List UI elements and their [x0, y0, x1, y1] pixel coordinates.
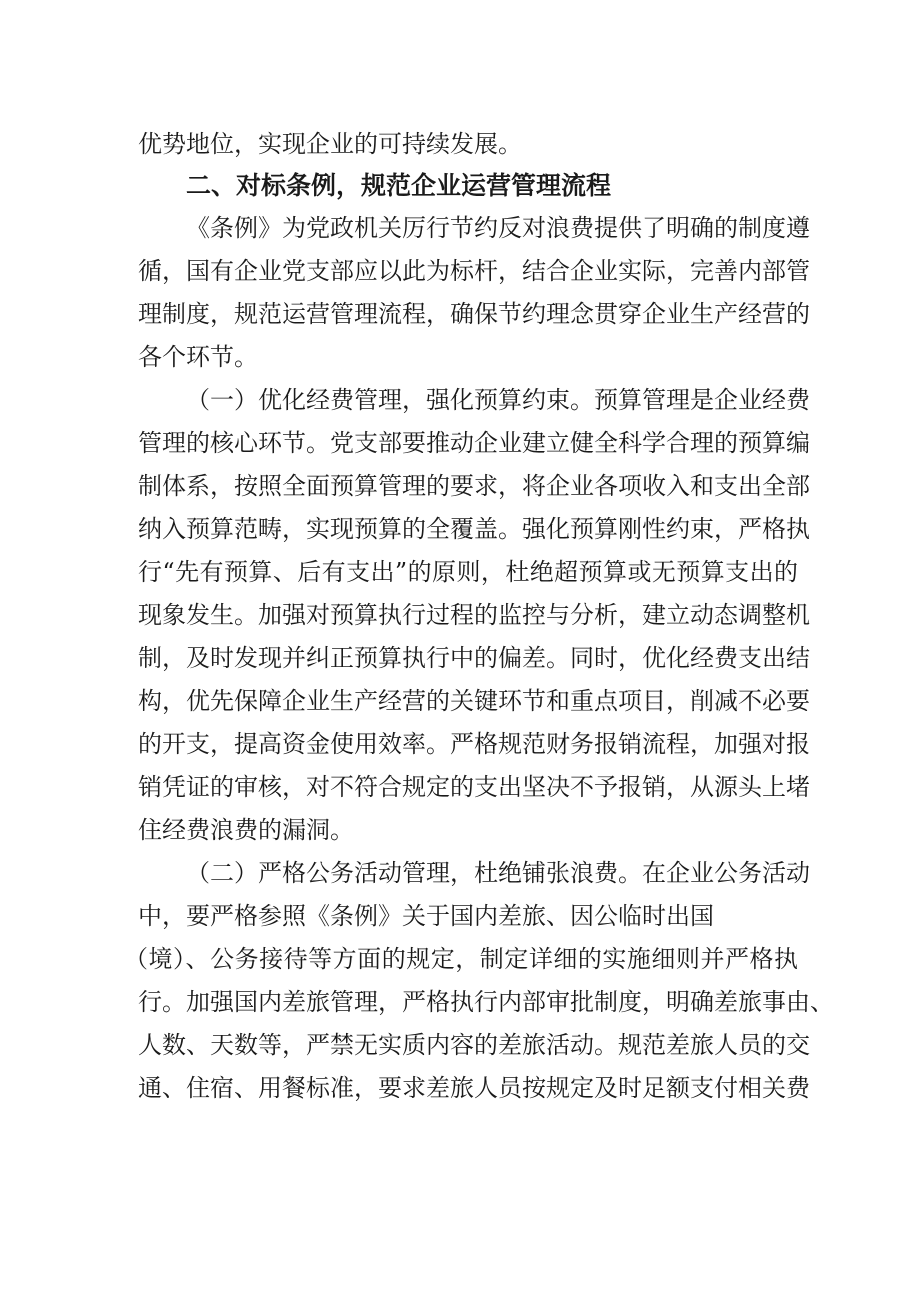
paragraph-line: （一）优化经费管理，强化预算约束。预算管理是企业经费: [186, 386, 810, 414]
paragraph-line: 人数、天数等，严禁无实质内容的差旅活动。规范差旅人员的交: [138, 1031, 810, 1059]
paragraph-line: 中，要严格参照《条例》关于国内差旅、因公临时出国: [138, 902, 714, 930]
section-heading: 二、对标条例，规范企业运营管理流程: [186, 171, 612, 200]
paragraph-line: 管理的核心环节。党支部要推动企业建立健全科学合理的预算编: [138, 429, 810, 457]
paragraph-line: 纳入预算范畴，实现预算的全覆盖。强化预算刚性约束，严格执: [138, 515, 810, 543]
paragraph-line: 循，国有企业党支部应以此为标杆，结合企业实际，完善内部管: [138, 257, 810, 285]
paragraph-line: 行“先有预算、后有支出”的原则，杜绝超预算或无预算支出的: [138, 558, 798, 586]
paragraph-line: 的开支，提高资金使用效率。严格规范财务报销流程，加强对报: [138, 730, 810, 758]
paragraph-line: 住经费浪费的漏洞。: [138, 816, 354, 844]
paragraph-line: 制体系，按照全面预算管理的要求，将企业各项收入和支出全部: [138, 472, 810, 500]
paragraph-line: 《条例》为党政机关厉行节约反对浪费提供了明确的制度遵: [186, 214, 810, 242]
paragraph-line: 行。加强国内差旅管理，严格执行内部审批制度，明确差旅事由、: [138, 988, 834, 1016]
paragraph-line: 构，优先保障企业生产经营的关键环节和重点项目，削减不必要: [138, 687, 810, 715]
paragraph-line: 制，及时发现并纠正预算执行中的偏差。同时，优化经费支出结: [138, 644, 810, 672]
paragraph-line: （境）、公务接待等方面的规定，制定详细的实施细则并严格执: [124, 945, 798, 973]
paragraph-line: 优势地位，实现企业的可持续发展。: [138, 130, 522, 158]
paragraph-line: 通、住宿、用餐标准，要求差旅人员按规定及时足额支付相关费: [138, 1074, 810, 1102]
paragraph-line: 理制度，规范运营管理流程，确保节约理念贯穿企业生产经营的: [138, 300, 810, 328]
paragraph-line: （二）严格公务活动管理，杜绝铺张浪费。在企业公务活动: [186, 859, 810, 887]
paragraph-line: 销凭证的审核，对不符合规定的支出坚决不予报销，从源头上堵: [138, 773, 810, 801]
paragraph-line: 现象发生。加强对预算执行过程的监控与分析，建立动态调整机: [138, 601, 810, 629]
paragraph-line: 各个环节。: [138, 343, 258, 371]
